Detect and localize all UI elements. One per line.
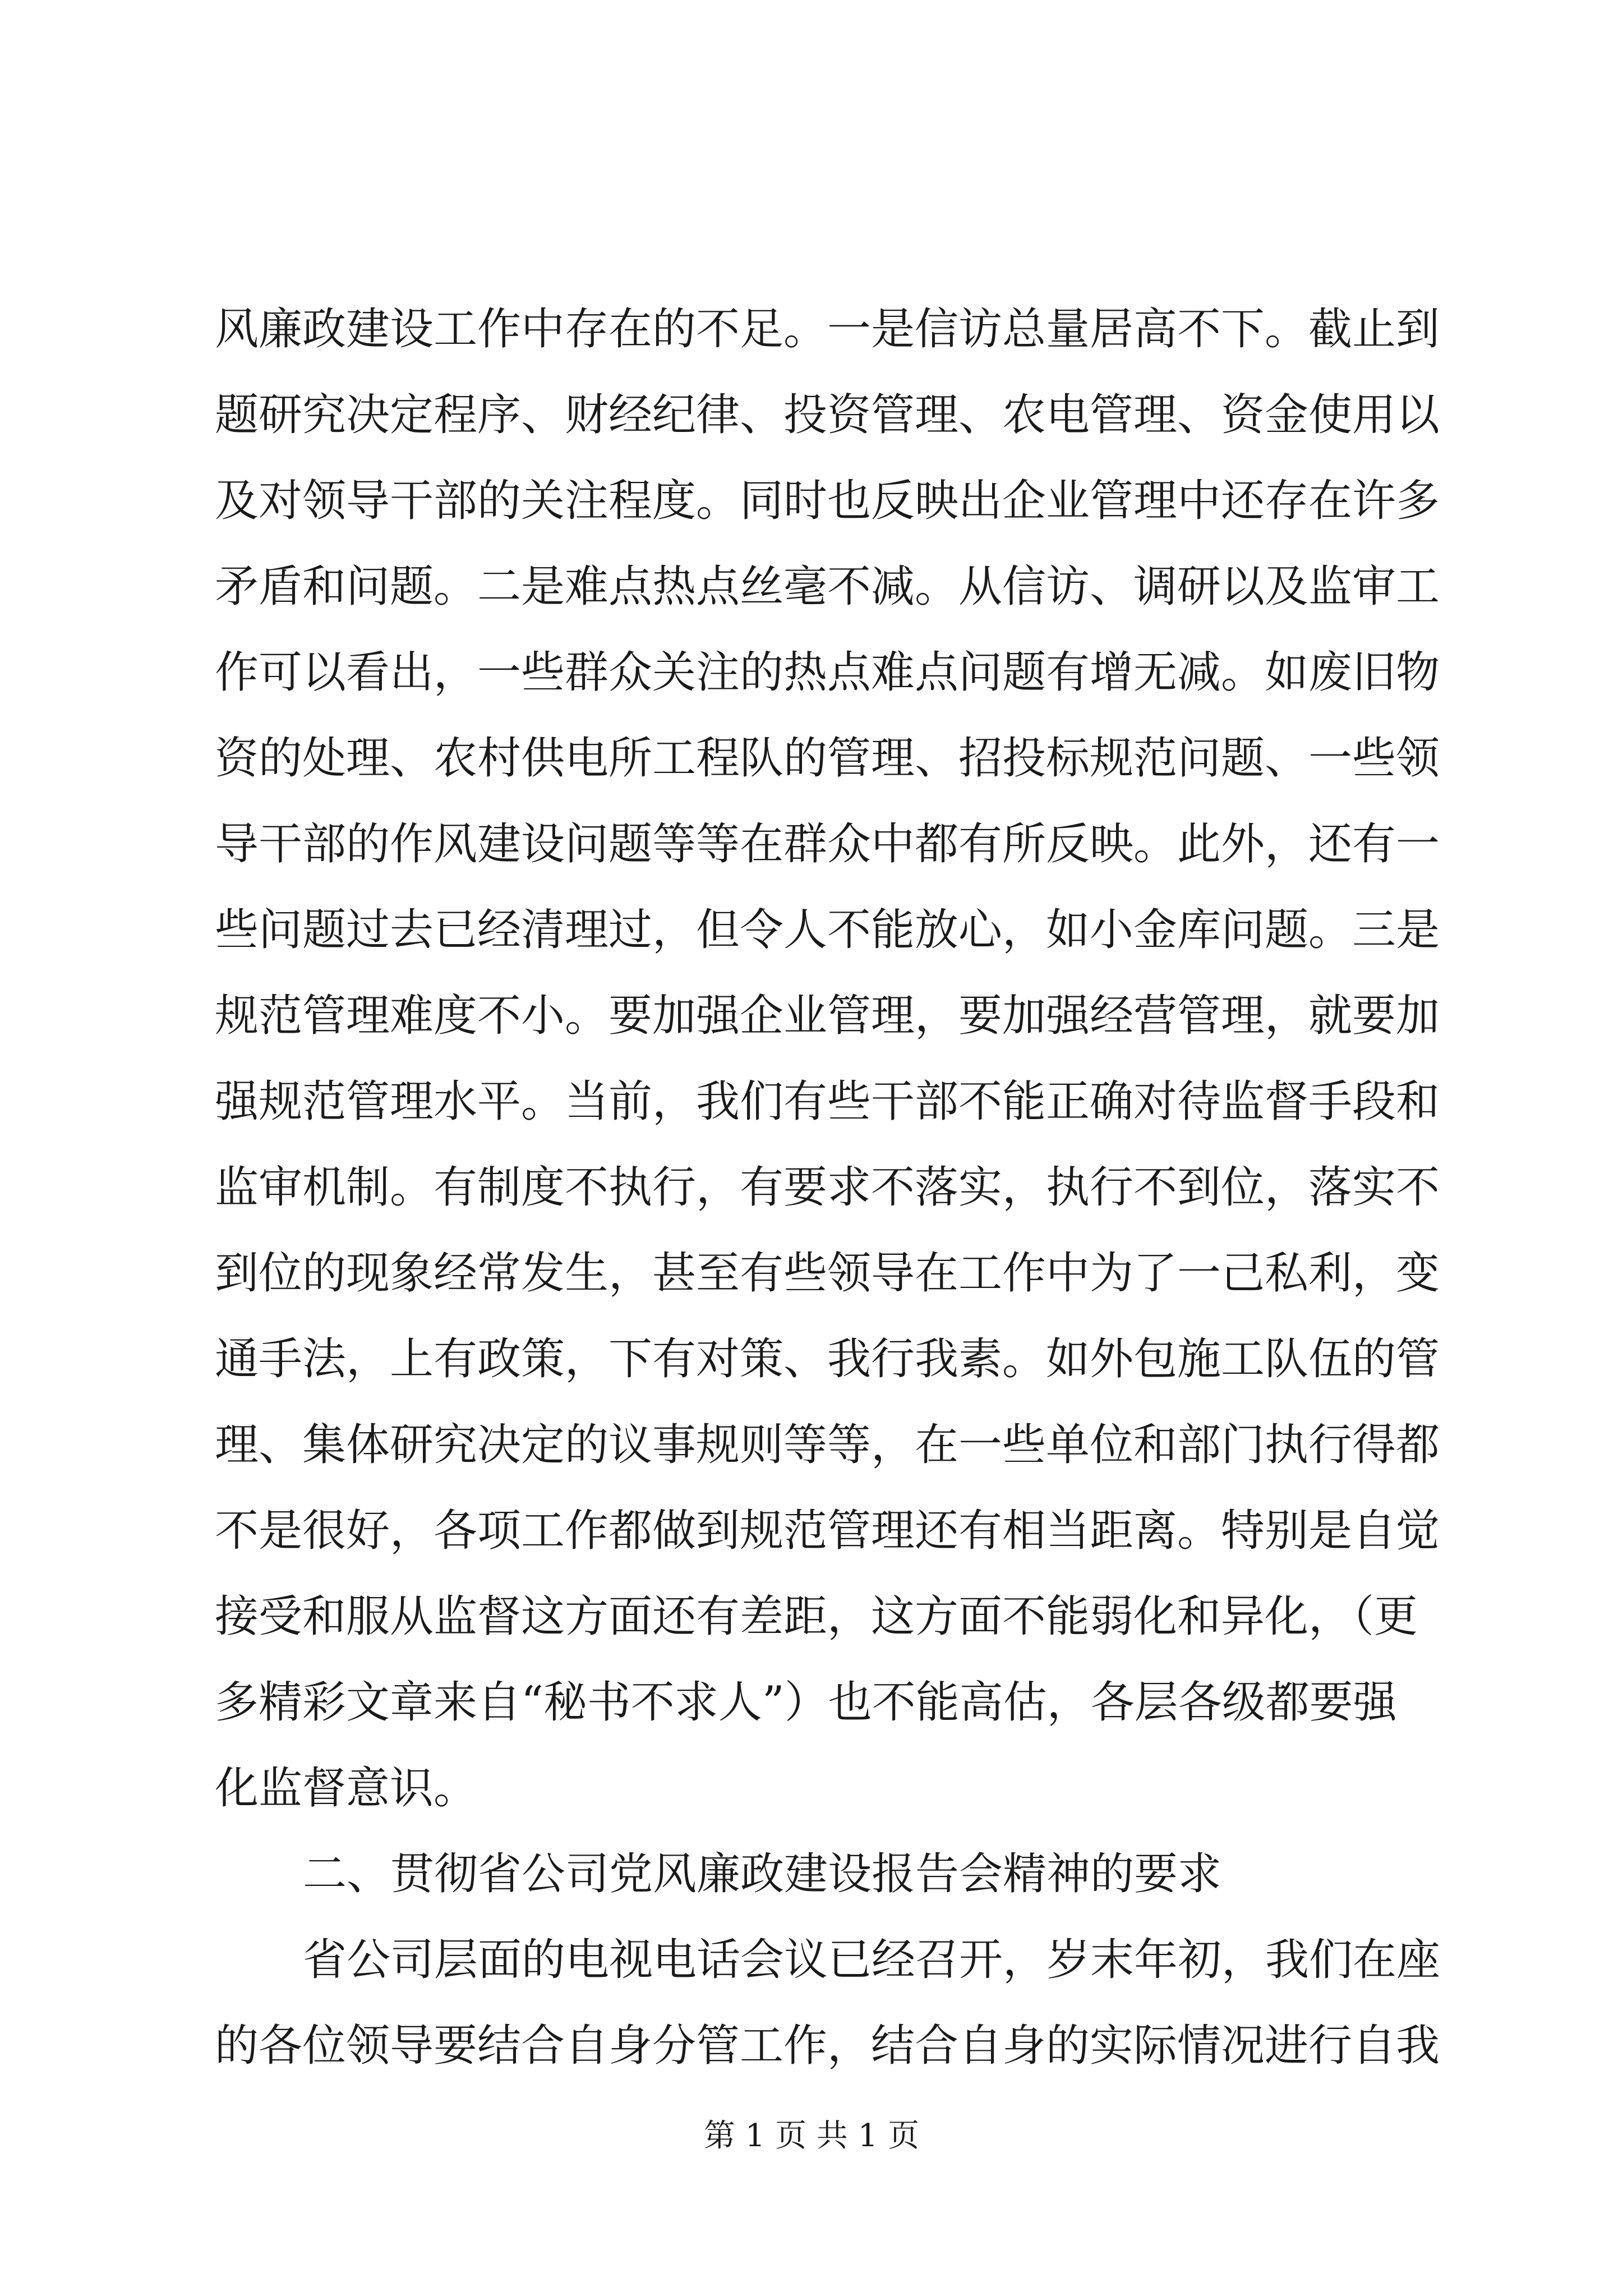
text-line: 规范管理难度不小。要加强企业管理，要加强经营管理，就要加: [215, 991, 1440, 1041]
text-line: 化监督意识。: [215, 1763, 478, 1814]
text-line: 导干部的作风建设问题等等在群众中都有所反映。此外，还有一: [215, 819, 1440, 869]
text-line: 及对领导干部的关注程度。同时也反映出企业管理中还存在许多: [215, 476, 1440, 526]
section-heading: 二、贯彻省公司党风廉政建设报告会精神的要求: [303, 1849, 1222, 1899]
text-line: 监审机制。有制度不执行，有要求不落实，执行不到位，落实不: [215, 1162, 1440, 1213]
text-line: 资的处理、农村供电所工程队的管理、招投标规范问题、一些领: [215, 733, 1440, 784]
text-line: 强规范管理水平。当前，我们有些干部不能正确对待监督手段和: [215, 1076, 1440, 1127]
text-line: 题研究决定程序、财经纪律、投资管理、农电管理、资金使用以: [215, 390, 1440, 440]
text-line: 省公司层面的电视电话会议已经召开，岁末年初，我们在座: [303, 1935, 1441, 1985]
text-line: 些问题过去已经清理过，但令人不能放心，如小金库问题。三是: [215, 905, 1440, 955]
text-line: 通手法，上有政策，下有对策、我行我素。如外包施工队伍的管: [215, 1334, 1440, 1384]
text-line: 到位的现象经常发生，甚至有些领导在工作中为了一己私利，变: [215, 1248, 1440, 1299]
text-line: 不是很好，各项工作都做到规范管理还有相当距离。特别是自觉: [215, 1506, 1440, 1556]
text-line: 矛盾和问题。二是难点热点丝毫不减。从信访、调研以及监审工: [215, 562, 1440, 612]
text-line: 多精彩文章来自“秘书不求人”）也不能高估，各层各级都要强: [215, 1677, 1397, 1728]
text-line: 作可以看出，一些群众关注的热点难点问题有增无减。如废旧物: [215, 647, 1440, 698]
text-line: 的各位领导要结合自身分管工作，结合自身的实际情况进行自我: [215, 2021, 1440, 2071]
text-line: 接受和服从监督这方面还有差距，这方面不能弱化和异化，（更: [215, 1591, 1418, 1642]
page-number-footer: 第 1 页 共 1 页: [703, 2118, 920, 2154]
text-line: 理、集体研究决定的议事规则等等，在一些单位和部门执行得都: [215, 1420, 1440, 1470]
text-line: 风廉政建设工作中存在的不足。一是信访总量居高不下。截止到: [215, 304, 1440, 355]
